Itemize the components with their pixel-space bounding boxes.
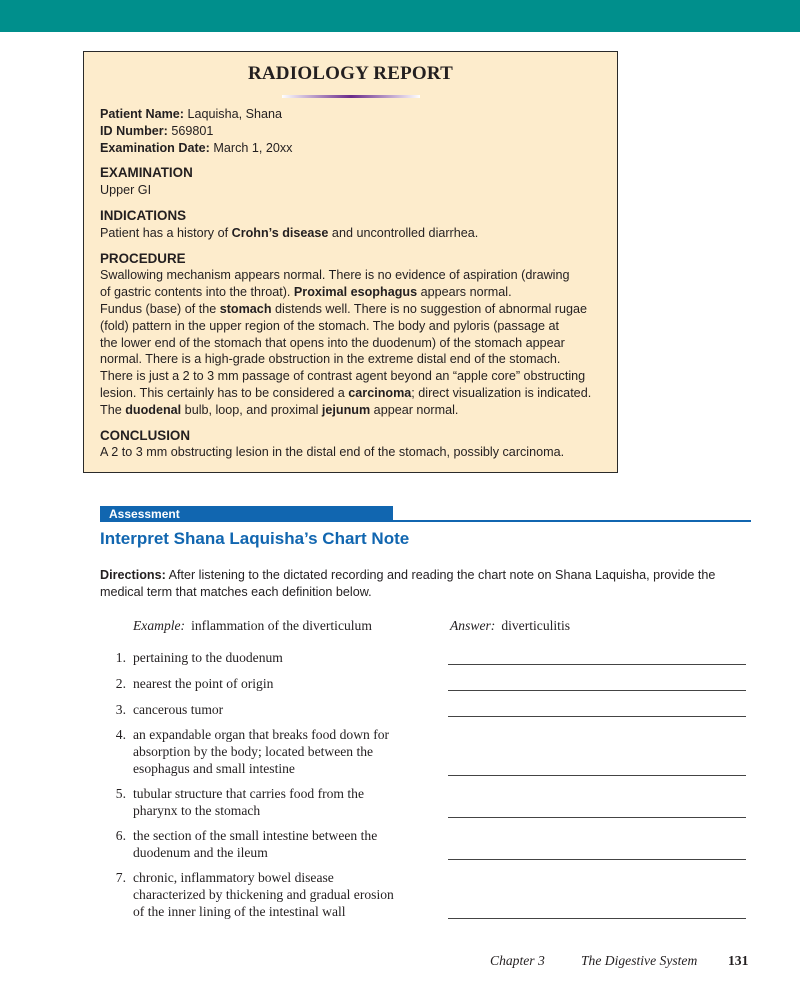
question-text: pharynx to the stomach bbox=[133, 803, 261, 819]
text-segment: ; direct visualization is indicated. bbox=[411, 385, 592, 400]
section-line bbox=[100, 225, 610, 242]
text-segment: normal. There is a high-grade obstruction in the extreme distal end of the stomach. bbox=[100, 352, 561, 367]
field-value: Laquisha, Shana bbox=[183, 107, 283, 121]
directions bbox=[100, 567, 760, 601]
assessment-title: Interpret Shana Laquisha’s Chart Note bbox=[100, 529, 410, 548]
text-segment: Fundus (base) of the bbox=[100, 301, 220, 316]
text-segment: Upper GI bbox=[100, 183, 152, 198]
text-segment: lesion. This certainly has to be considered a bbox=[100, 385, 349, 400]
text-segment: of gastric contents into the throat). bbox=[100, 285, 294, 300]
section-line bbox=[100, 351, 610, 368]
text-segment: appear normal. bbox=[370, 402, 459, 417]
example-label: Example: bbox=[133, 618, 186, 633]
report-title: RADIOLOGY REPORT bbox=[247, 63, 454, 84]
answer-label: Answer: bbox=[450, 618, 496, 633]
question-text: esophagus and small intestine bbox=[133, 761, 295, 777]
text-segment: the lower end of the stomach that opens into the duodenum) of the stomach appear bbox=[100, 335, 565, 350]
assessment-badge: Assessment bbox=[100, 506, 393, 522]
field-value: March 1, 20xx bbox=[209, 140, 293, 155]
example bbox=[133, 618, 372, 634]
radiology-report-box bbox=[83, 51, 618, 473]
answer-blank[interactable] bbox=[448, 859, 746, 860]
question-number: 6. bbox=[115, 828, 126, 843]
section-line bbox=[100, 318, 610, 335]
question-text: cancerous tumor bbox=[133, 702, 224, 717]
report-field bbox=[100, 140, 610, 157]
report-field bbox=[100, 106, 610, 123]
directions-text: After listening to the dictated recording and reading the chart note on Shana Laquisha, provide the medical term that matches each definition below. bbox=[100, 568, 716, 599]
title-rule bbox=[282, 95, 420, 98]
section-heading: PROCEDURE bbox=[100, 250, 186, 266]
answer-blank[interactable] bbox=[448, 690, 746, 691]
footer-title: The Digestive System bbox=[581, 953, 698, 968]
question-text: chronic, inflammatory bowel disease bbox=[133, 870, 334, 885]
answer-blank[interactable] bbox=[448, 664, 746, 665]
section-line bbox=[100, 182, 610, 199]
question-number: 1. bbox=[115, 650, 126, 665]
assessment-rule bbox=[393, 520, 751, 522]
report-body bbox=[100, 106, 610, 461]
text-segment: There is just a 2 to 3 mm passage of contrast agent beyond an “apple core” obstructing bbox=[100, 369, 586, 384]
question-text: duodenum and the ileum bbox=[133, 845, 268, 861]
top-banner bbox=[0, 0, 800, 32]
section-line bbox=[100, 335, 610, 352]
section-line bbox=[100, 284, 610, 301]
field-label: Patient Name: bbox=[100, 107, 184, 121]
question-text: characterized by thickening and gradual erosion bbox=[133, 887, 394, 903]
example-text: inflammation of the diverticulum bbox=[191, 618, 372, 633]
question-number: 4. bbox=[115, 727, 126, 742]
section-line bbox=[100, 385, 610, 402]
question-number: 7. bbox=[115, 870, 126, 885]
text-segment: Patient has a history of bbox=[100, 225, 232, 240]
bold-term: carcinoma bbox=[348, 385, 412, 400]
question-text: pertaining to the duodenum bbox=[133, 650, 283, 665]
example-answer bbox=[450, 618, 570, 634]
directions-label: Directions: bbox=[100, 568, 166, 582]
text-segment: A 2 to 3 mm obstructing lesion in the distal end of the stomach, possibly carcinoma. bbox=[100, 445, 565, 460]
bold-term: Crohn’s disease bbox=[231, 225, 329, 240]
section-heading: INDICATIONS bbox=[100, 207, 187, 223]
question-text: of the inner lining of the intestinal wall bbox=[133, 904, 346, 920]
answer-blank[interactable] bbox=[448, 918, 746, 919]
section-line bbox=[100, 267, 610, 284]
bold-term: Proximal esophagus bbox=[293, 285, 418, 300]
field-label: Examination Date: bbox=[100, 140, 210, 155]
section-heading: CONCLUSION bbox=[100, 427, 191, 443]
footer-chapter: Chapter 3 bbox=[490, 953, 545, 968]
text-segment: appears normal. bbox=[417, 285, 512, 300]
section-line bbox=[100, 444, 610, 461]
answer-blank[interactable] bbox=[448, 817, 746, 818]
text-segment: Swallowing mechanism appears normal. There is no evidence of aspiration (drawing bbox=[100, 268, 570, 283]
answer-blank[interactable] bbox=[448, 775, 746, 776]
field-value: 569801 bbox=[167, 123, 214, 138]
bold-term: stomach bbox=[219, 301, 272, 316]
question-number: 2. bbox=[115, 676, 126, 691]
section-line bbox=[100, 368, 610, 385]
question-number: 3. bbox=[115, 702, 126, 717]
bold-term: duodenal bbox=[125, 402, 182, 417]
text-segment: and uncontrolled diarrhea. bbox=[328, 225, 479, 240]
question-text: nearest the point of origin bbox=[133, 676, 274, 691]
section-line bbox=[100, 402, 610, 419]
question-text: tubular structure that carries food from the bbox=[133, 786, 365, 801]
text-segment: bulb, loop, and proximal bbox=[181, 402, 322, 417]
answer-text: diverticulitis bbox=[501, 618, 571, 633]
section-heading: EXAMINATION bbox=[100, 165, 193, 181]
field-label: ID Number: bbox=[100, 123, 168, 138]
report-field bbox=[100, 123, 610, 140]
answer-blank[interactable] bbox=[448, 716, 746, 717]
question-number: 5. bbox=[115, 786, 126, 801]
section-line bbox=[100, 301, 610, 318]
bold-term: jejunum bbox=[321, 402, 371, 417]
text-segment: The bbox=[100, 402, 126, 417]
text-segment: distends well. There is no suggestion of abnormal rugae bbox=[271, 301, 588, 316]
page-number: 131 bbox=[728, 953, 749, 968]
question-text: absorption by the body; located between the bbox=[133, 744, 374, 760]
question-text: the section of the small intestine between the bbox=[133, 828, 378, 843]
text-segment: (fold) pattern in the upper region of the stomach. The body and pyloris (passage at bbox=[100, 318, 560, 333]
question-text: an expandable organ that breaks food down for bbox=[133, 727, 390, 742]
